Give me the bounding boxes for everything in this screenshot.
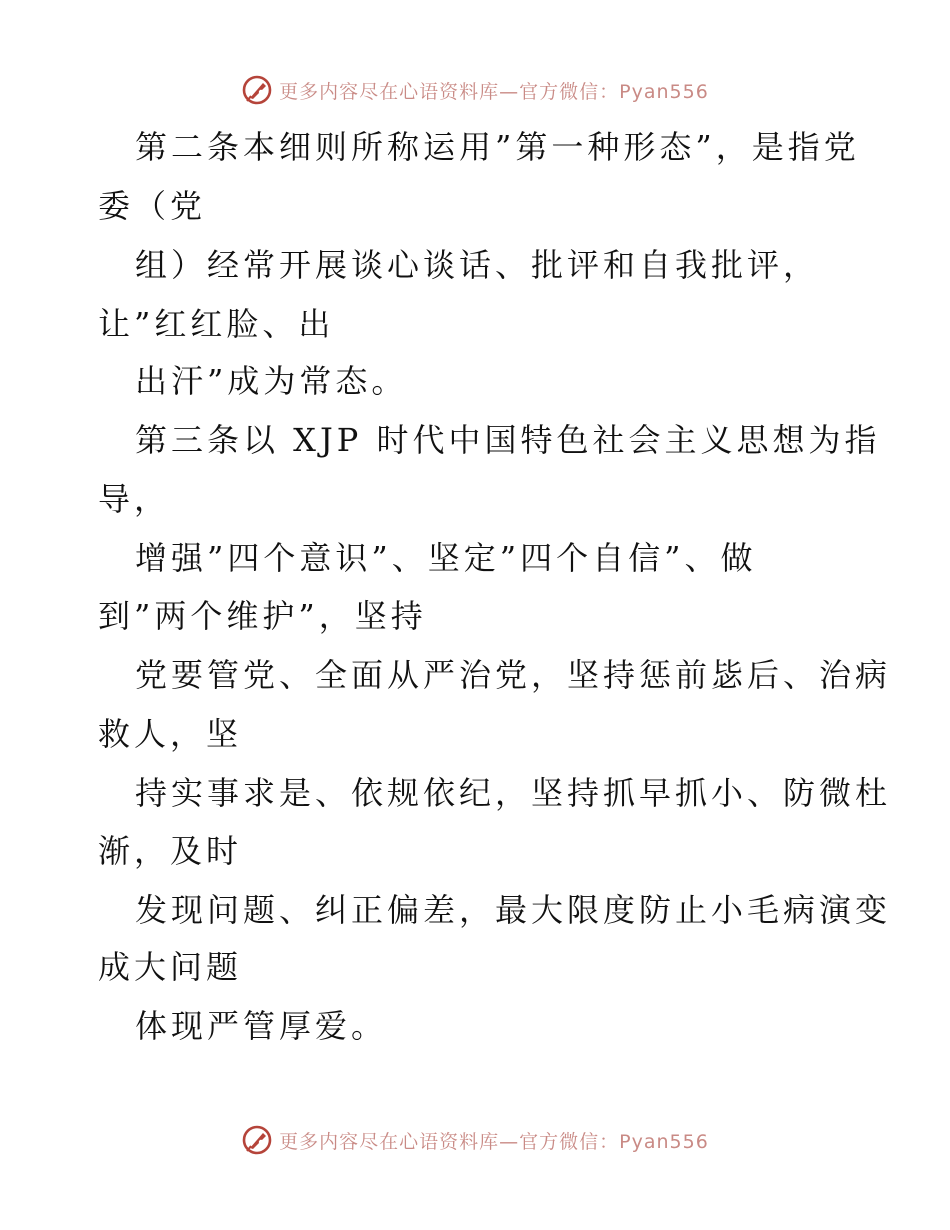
text-line: 持实事求是、依规依纪，坚持抓早抓小、防微杜: [135, 774, 892, 812]
watermark-text: 更多内容尽在心语资料库—官方微信：Pyan556: [279, 80, 709, 103]
quill-logo-icon: [241, 1124, 273, 1156]
watermark-group: [241, 1124, 709, 1156]
text-line: 党要管党、全面从严治党，坚持惩前毖后、治病: [135, 656, 892, 694]
watermark-text: 更多内容尽在心语资料库—官方微信：Pyan556: [279, 1130, 709, 1153]
footer-watermark: [0, 1120, 950, 1160]
text-line: 第三条以 XJP 时代中国特色社会主义思想为指: [135, 421, 881, 459]
text-line: 救人，坚: [98, 715, 243, 753]
text-line: 第二条本细则所称运用”第一种形态”，是指党: [135, 128, 860, 166]
text-line: 成大问题: [98, 948, 243, 986]
text-line: 导，: [98, 480, 171, 518]
text-line: 渐，及时: [98, 832, 243, 870]
text-line: 发现问题、纠正偏差，最大限度防止小毛病演变: [135, 891, 892, 929]
text-line: 组）经常开展谈心谈话、批评和自我批评，: [135, 246, 820, 284]
text-line: 体现严管厚爱。: [135, 1007, 388, 1045]
text-line: 让”红红脸、出: [98, 305, 335, 343]
text-line: 委（党: [98, 187, 207, 225]
text-line: 增强”四个意识”、坚定”四个自信”、做: [135, 539, 757, 577]
text-line: 到”两个维护”，坚持: [98, 597, 427, 635]
text-line: 出汗”成为常态。: [135, 362, 408, 400]
